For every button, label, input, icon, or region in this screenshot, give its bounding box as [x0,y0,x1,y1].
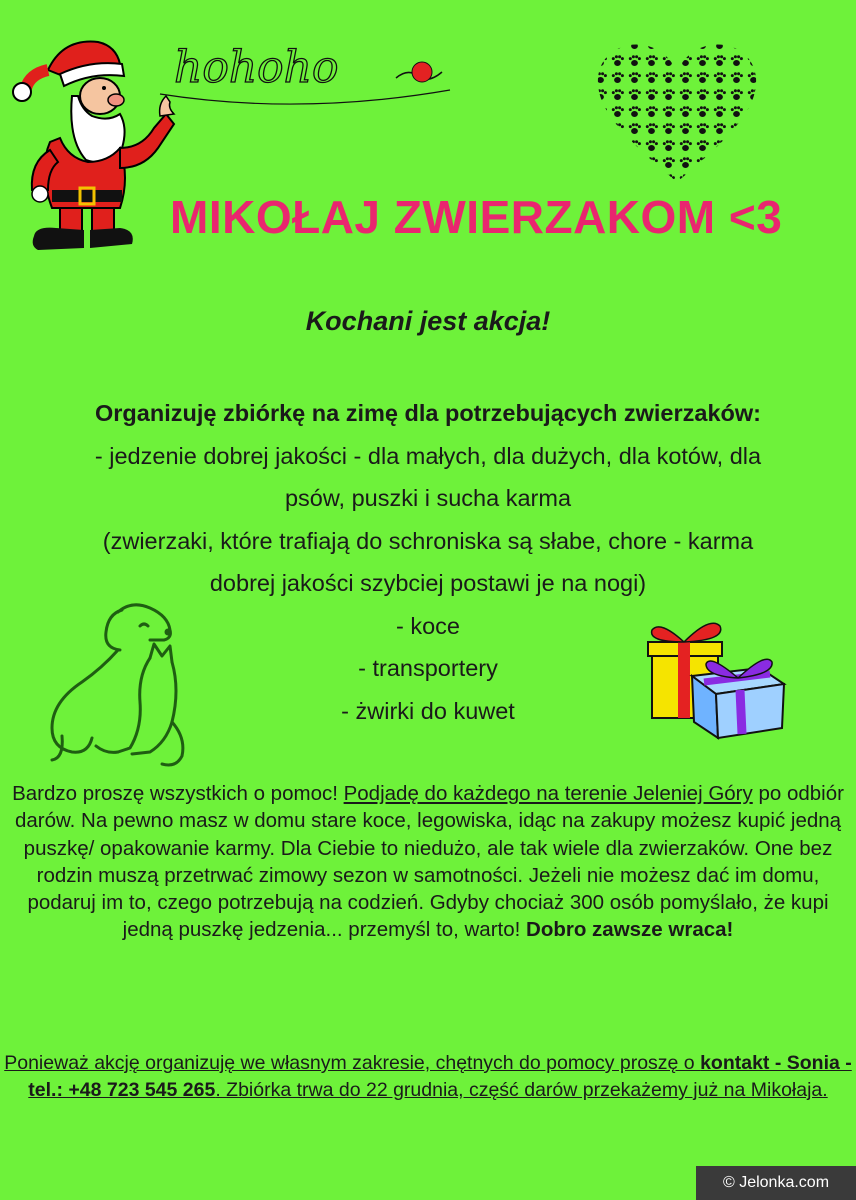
contact-text: . Zbiórka trwa do 22 grudnia, część darów przekażemy już na Mikołaja. [215,1079,828,1101]
appeal-text: po odbiór darów. Na pewno masz w domu stare koce, legowiska, idąc na zakupy możesz kupić jedną puszkę/ opakowanie karmy. Dla Ciebie to niedużo, ale tak wiele dla zwierzaków. One bez rodzin muszą przetrwać zimowy sezon w samotności. Jeżeli nie możesz dać im domu, podaruj im to, czego potrzebują na codzień. Gdyby chociaż 300 osób pomyślało, że kupi jedną puszkę jedzenia... przemyśl to, warto! [14,782,844,942]
list-line: psów, puszki i sucha karma [284,485,572,511]
contact-phone: kontakt - Sonia - tel.: +48 723 545 265 [28,1052,852,1101]
dog-cat-icon [22,598,192,773]
appeal-text: Bardzo proszę wszystkich o pomoc! [12,782,344,805]
pickup-text: Podjadę do każdego na terenie Jeleniej Góry [343,782,753,805]
page-title: MIKOŁAJ ZWIERZAKOM <3 [170,191,783,243]
copyright-badge: © Jelonka.com [696,1166,856,1200]
contact-text: Ponieważ akcję organizuję we własnym zakresie, chętnych do pomocy proszę o [4,1052,701,1074]
appeal-slogan: Dobro zawsze wraca! [526,918,734,942]
list-line: (zwierzaki, które trafiają do schroniska są słabe, chore - karma [102,527,754,554]
hohoho-script [150,20,460,110]
list-item-zwirki: - żwirki do kuwet [341,697,515,724]
intro-heading: Kochani jest akcja! [305,306,551,336]
contact-paragraph [0,1050,856,1104]
list-heading: Organizuję zbiórkę na zimę dla potrzebujących zwierzaków: [95,400,761,426]
svg-text:hohoho: hohoho [174,42,339,93]
list-item-koce: - koce [396,612,460,639]
paw-heart-icon [592,36,762,186]
gift-icon [640,612,790,742]
list-line: dobrej jakości szybciej postawi je na nogi) [209,570,647,596]
list-item-transportery: - transportery [358,655,498,681]
appeal-paragraph [0,780,856,944]
list-line: - jedzenie dobrej jakości - dla małych, dla dużych, dla kotów, dla [94,442,762,469]
